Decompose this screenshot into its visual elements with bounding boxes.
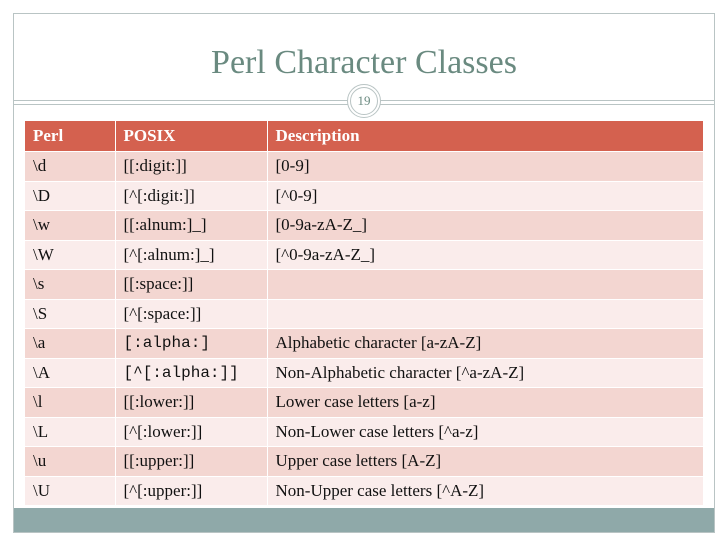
footer-bar: [14, 508, 714, 532]
table-row: [25, 417, 703, 447]
table-row: [25, 181, 703, 211]
cell-perl: \D: [25, 181, 115, 211]
page-number-badge: [347, 84, 381, 118]
table-row: [25, 388, 703, 418]
table-body: [25, 152, 703, 506]
header-description: Description: [267, 121, 703, 152]
cell-perl: \L: [25, 417, 115, 447]
cell-description: Lower case letters [a-z]: [267, 388, 703, 418]
table-row: [25, 299, 703, 329]
table-row: [25, 329, 703, 359]
cell-posix: [^[:digit:]]: [115, 181, 267, 211]
cell-perl: \A: [25, 358, 115, 388]
cell-perl: \U: [25, 476, 115, 505]
table-row: [25, 270, 703, 300]
table-row: [25, 240, 703, 270]
cell-posix: [^[:space:]]: [115, 299, 267, 329]
cell-posix: [[:alnum:]_]: [115, 211, 267, 241]
table-row: [25, 447, 703, 477]
cell-posix: [^[:alnum:]_]: [115, 240, 267, 270]
cell-description: Non-Lower case letters [^a-z]: [267, 417, 703, 447]
cell-description: Non-Upper case letters [^A-Z]: [267, 476, 703, 505]
cell-description: [0-9a-zA-Z_]: [267, 211, 703, 241]
cell-perl: \w: [25, 211, 115, 241]
cell-perl: \W: [25, 240, 115, 270]
cell-posix: [[:space:]]: [115, 270, 267, 300]
cell-posix: [[:digit:]]: [115, 152, 267, 182]
cell-description: [^0-9a-zA-Z_]: [267, 240, 703, 270]
cell-description: [267, 299, 703, 329]
cell-description: Alphabetic character [a-zA-Z]: [267, 329, 703, 359]
header-posix: POSIX: [115, 121, 267, 152]
table-row: [25, 358, 703, 388]
slide: [13, 13, 715, 533]
cell-posix: [^[:lower:]]: [115, 417, 267, 447]
cell-description: Non-Alphabetic character [^a-zA-Z]: [267, 358, 703, 388]
cell-perl: \u: [25, 447, 115, 477]
cell-perl: \a: [25, 329, 115, 359]
character-class-table: [25, 121, 704, 505]
cell-posix: [[:lower:]]: [115, 388, 267, 418]
cell-posix: [^[:alpha:]]: [115, 358, 267, 388]
table-header-row: [25, 121, 703, 152]
slide-title: Perl Character Classes: [211, 44, 517, 81]
cell-posix: [[:upper:]]: [115, 447, 267, 477]
header-perl: Perl: [25, 121, 115, 152]
table-row: [25, 211, 703, 241]
cell-description: [^0-9]: [267, 181, 703, 211]
cell-posix: [:alpha:]: [115, 329, 267, 359]
cell-description: Upper case letters [A-Z]: [267, 447, 703, 477]
table-row: [25, 476, 703, 505]
cell-posix: [^[:upper:]]: [115, 476, 267, 505]
cell-perl: \d: [25, 152, 115, 182]
page-number: 19: [350, 87, 378, 115]
cell-description: [267, 270, 703, 300]
cell-perl: \l: [25, 388, 115, 418]
cell-description: [0-9]: [267, 152, 703, 182]
table-row: [25, 152, 703, 182]
cell-perl: \s: [25, 270, 115, 300]
cell-perl: \S: [25, 299, 115, 329]
